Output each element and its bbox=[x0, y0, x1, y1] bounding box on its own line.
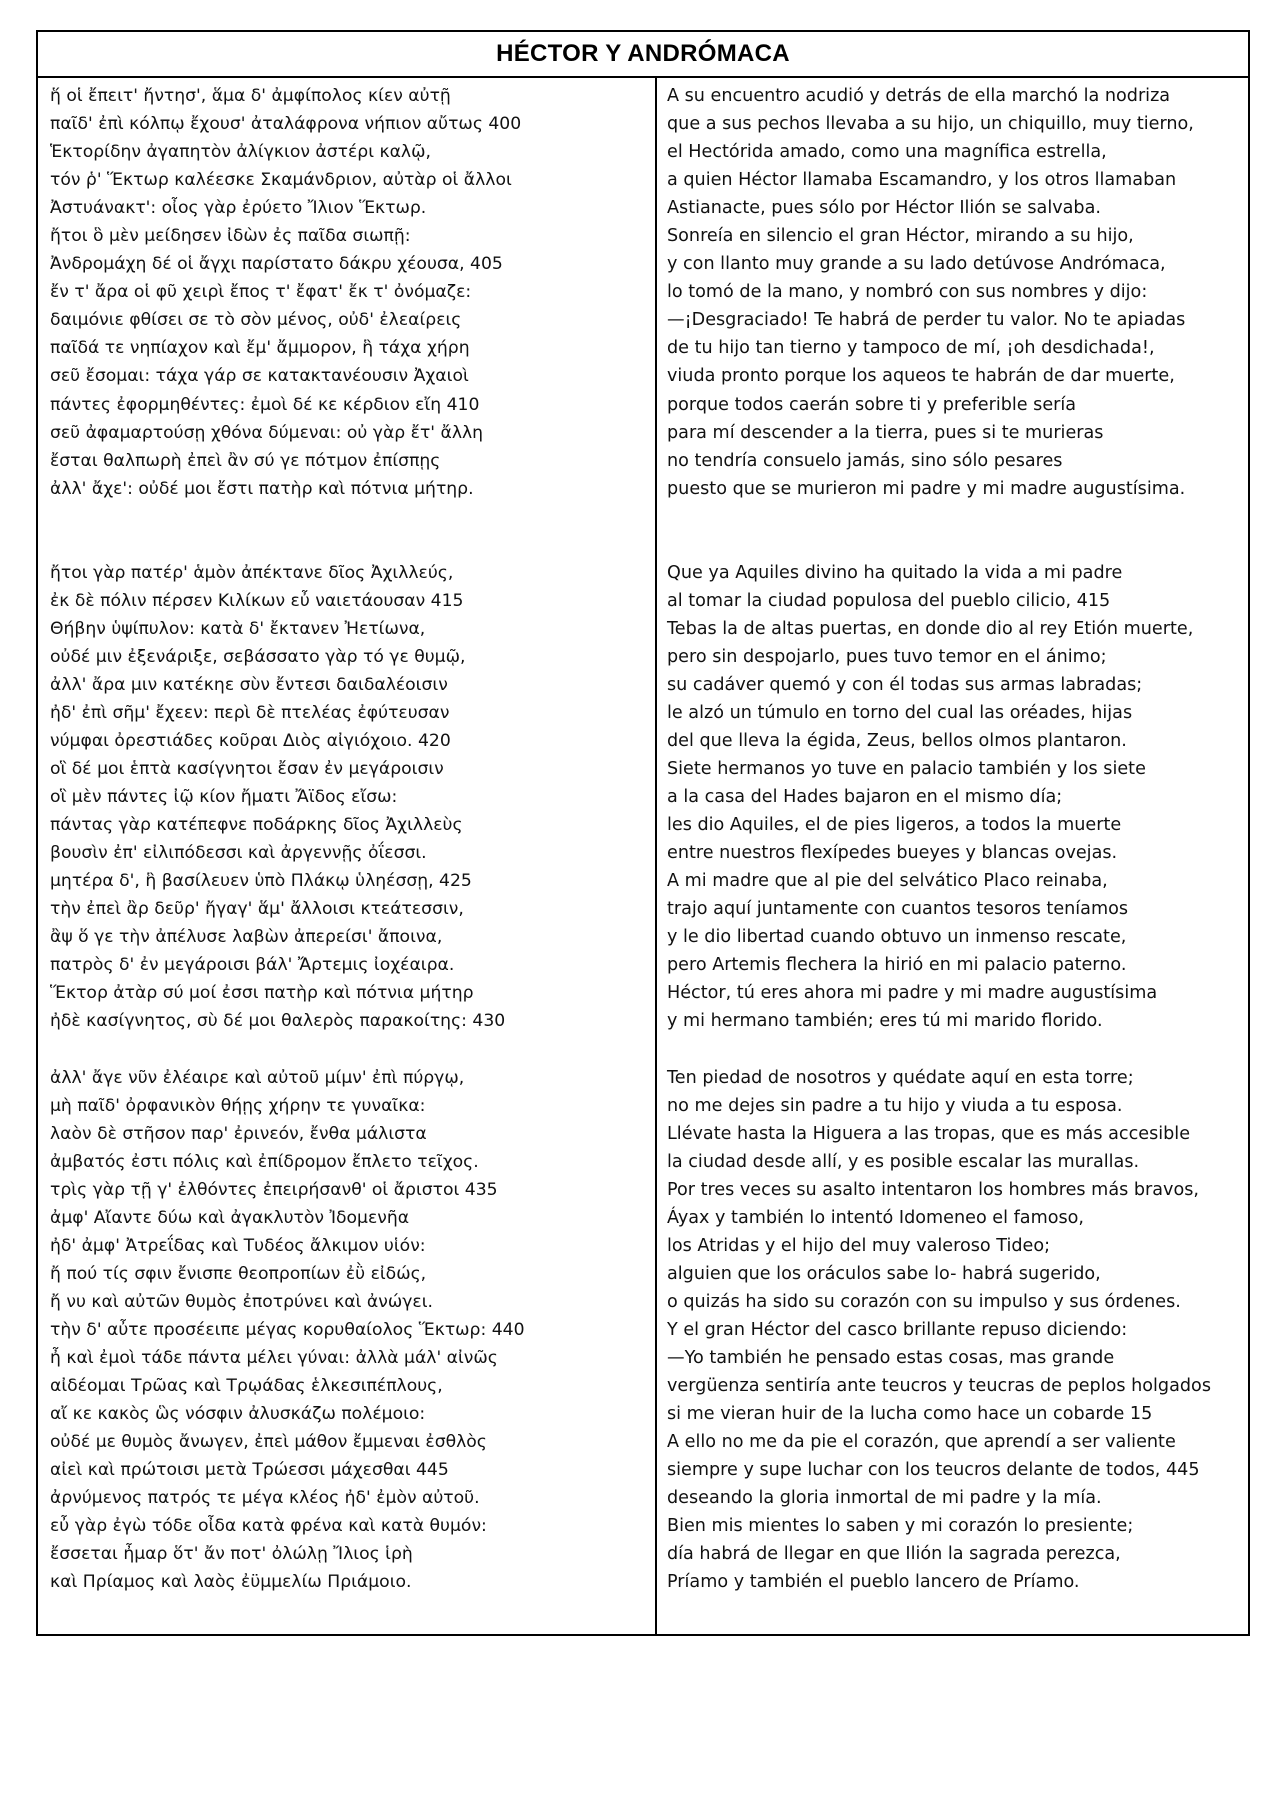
spanish-verse-line: Siete hermanos yo tuve en palacio también y los siete bbox=[667, 759, 1146, 780]
spanish-verse-line: pero sin despojarlo, pues tuvo temor en el ánimo; bbox=[667, 646, 1107, 667]
spanish-verse-line: el Hectórida amado, como una magnífica estrella, bbox=[667, 142, 1107, 163]
greek-verse-line: καὶ Πρίαμος καὶ λαὸς ἐϋμμελίω Πριάμοιο. bbox=[50, 1572, 412, 1593]
greek-verse-line: ἔσται θαλπωρὴ ἐπεὶ ἂν σύ γε πότμον ἐπίσπῃς bbox=[50, 450, 441, 471]
greek-verse-line: ἀρνύμενος πατρός τε μέγα κλέος ἠδ' ἐμὸν αὐτοῦ. bbox=[50, 1488, 480, 1509]
text-table bbox=[36, 30, 1250, 1636]
greek-verse-line: πάντας γὰρ κατέπεφνε ποδάρκης δῖος Ἀχιλλεὺς bbox=[50, 815, 463, 836]
greek-verse-line: ἠδὲ κασίγνητος, σὺ δέ μοι θαλερὸς παρακοίτης: 430 bbox=[50, 1011, 506, 1032]
greek-verse-line: αἴ κε κακὸς ὣς νόσφιν ἀλυσκάζω πολέμοιο: bbox=[50, 1404, 426, 1425]
greek-verse-line: εὖ γὰρ ἐγὼ τόδε οἶδα κατὰ φρένα καὶ κατὰ θυμόν: bbox=[50, 1516, 487, 1537]
greek-verse-line: τὴν δ' αὖτε προσέειπε μέγας κορυθαίολος Ἕκτωρ: 440 bbox=[50, 1319, 525, 1340]
greek-verse-line: λαὸν δὲ στῆσον παρ' ἐρινεόν, ἔνθα μάλιστα bbox=[50, 1123, 427, 1144]
columns bbox=[38, 78, 1248, 1634]
page-title: HÉCTOR Y ANDRÓMACA bbox=[496, 40, 790, 67]
stanza-gap bbox=[50, 503, 650, 559]
stanza-gap bbox=[667, 503, 1247, 559]
spanish-verse-line: entre nuestros flexípedes bueyes y blancas ovejas. bbox=[667, 843, 1118, 864]
spanish-verse-line: A ello no me da pie el corazón, que aprendí a ser valiente bbox=[667, 1432, 1176, 1453]
greek-verse-line: ἀλλ' ἄγε νῦν ἐλέαιρε καὶ αὐτοῦ μίμν' ἐπὶ πύργῳ, bbox=[50, 1067, 465, 1088]
spanish-verse-line: Bien mis mientes lo saben y mi corazón lo presiente; bbox=[667, 1516, 1134, 1537]
spanish-verse-line: no tendría consuelo jamás, sino sólo pesares bbox=[667, 450, 1063, 471]
greek-verse-line: ἐκ δὲ πόλιν πέρσεν Κιλίκων εὖ ναιετάουσαν 415 bbox=[50, 590, 464, 611]
spanish-verse-line: —Yo también he pensado estas cosas, mas grande bbox=[667, 1347, 1115, 1368]
spanish-verse-line: deseando la gloria inmortal de mi padre y la mía. bbox=[667, 1488, 1102, 1509]
greek-verse-line: μὴ παῖδ' ὀρφανικὸν θήῃς χήρην τε γυναῖκα: bbox=[50, 1095, 426, 1116]
spanish-verse-line: para mí descender a la tierra, pues si te murieras bbox=[667, 422, 1104, 443]
greek-verse-line: τρὶς γὰρ τῇ γ' ἐλθόντες ἐπειρήσανθ' οἱ ἄριστοι 435 bbox=[50, 1179, 498, 1200]
greek-verse-line: πάντες ἐφορμηθέντες: ἐμοὶ δέ κε κέρδιον εἴη 410 bbox=[50, 394, 480, 415]
greek-verse-line: ἦ καὶ ἐμοὶ τάδε πάντα μέλει γύναι: ἀλλὰ μάλ' αἰνῶς bbox=[50, 1347, 498, 1368]
spanish-verse-line: puesto que se murieron mi padre y mi madre augustísima. bbox=[667, 478, 1186, 499]
spanish-verse-line: si me vieran huir de la lucha como hace un cobarde 15 bbox=[667, 1404, 1153, 1425]
spanish-stanza bbox=[667, 559, 1247, 1036]
spanish-verse-line: y le dio libertad cuando obtuvo un inmenso rescate, bbox=[667, 927, 1127, 948]
spanish-verse-line: a la casa del Hades bajaron en el mismo día; bbox=[667, 787, 1063, 808]
spanish-verse-line: pero Artemis flechera la hirió en mi palacio paterno. bbox=[667, 955, 1127, 976]
greek-verse-line: Ἀστυάνακτ': οἶος γὰρ ἐρύετο Ἴλιον Ἕκτωρ. bbox=[50, 198, 427, 219]
greek-stanza bbox=[50, 82, 650, 503]
title-row bbox=[38, 32, 1248, 78]
greek-verse-line: παῖδ' ἐπὶ κόλπῳ ἔχουσ' ἀταλάφρονα νήπιον αὔτως 400 bbox=[50, 114, 522, 135]
greek-verse-line: Ἀνδρομάχη δέ οἱ ἄγχι παρίστατο δάκρυ χέουσα, 405 bbox=[50, 254, 503, 275]
spanish-verse-line: alguien que los oráculos sabe lo- habrá sugerido, bbox=[667, 1263, 1101, 1284]
greek-column bbox=[50, 82, 650, 1596]
greek-verse-line: Ἑκτορίδην ἀγαπητὸν ἀλίγκιον ἀστέρι καλῷ, bbox=[50, 142, 431, 163]
greek-verse-line: ἀλλ' ἄχε': οὐδέ μοι ἔστι πατὴρ καὶ πότνια μήτηρ. bbox=[50, 478, 474, 499]
spanish-verse-line: y mi hermano también; eres tú mi marido florido. bbox=[667, 1011, 1103, 1032]
spanish-verse-line: los Atridas y el hijo del muy valeroso Tideo; bbox=[667, 1235, 1051, 1256]
spanish-verse-line: A su encuentro acudió y detrás de ella marchó la nodriza bbox=[667, 86, 1171, 106]
greek-verse-line: τόν ῥ' Ἕκτωρ καλέεσκε Σκαμάνδριον, αὐτὰρ οἱ ἄλλοι bbox=[50, 170, 512, 191]
spanish-verse-line: Sonreía en silencio el gran Héctor, mirando a su hijo, bbox=[667, 226, 1134, 247]
spanish-stanza bbox=[667, 1064, 1247, 1597]
greek-verse-line: ἠδ' ἐπὶ σῆμ' ἔχεεν: περὶ δὲ πτελέας ἐφύτευσαν bbox=[50, 702, 450, 723]
spanish-verse-line: viuda pronto porque los aqueos te habrán de dar muerte, bbox=[667, 366, 1175, 387]
stanza-gap bbox=[667, 1036, 1247, 1064]
greek-verse-line: αἰδέομαι Τρῶας καὶ Τρῳάδας ἑλκεσιπέπλους, bbox=[50, 1376, 443, 1397]
greek-verse-line: δαιμόνιε φθίσει σε τὸ σὸν μένος, οὐδ' ἐλεαίρεις bbox=[50, 310, 462, 331]
spanish-verse-line: Astianacte, pues sólo por Héctor Ilión se salvaba. bbox=[667, 198, 1101, 219]
spanish-verse-line: porque todos caerán sobre ti y preferible sería bbox=[667, 394, 1077, 415]
greek-verse-line: ἀλλ' ἄρα μιν κατέκηε σὺν ἔντεσι δαιδαλέοισιν bbox=[50, 674, 448, 695]
greek-verse-line: Θήβην ὑψίπυλον: κατὰ δ' ἔκτανεν Ἠετίωνα, bbox=[50, 618, 426, 639]
greek-verse-line: ἥ οἱ ἔπειτ' ἤντησ', ἅμα δ' ἀμφίπολος κίεν αὐτῇ bbox=[50, 86, 451, 106]
spanish-verse-line: Y el gran Héctor del casco brillante repuso diciendo: bbox=[667, 1319, 1128, 1340]
spanish-verse-line: su cadáver quemó y con él todas sus armas labradas; bbox=[667, 674, 1143, 695]
spanish-verse-line: trajo aquí juntamente con cuantos tesoros teníamos bbox=[667, 899, 1129, 920]
spanish-verse-line: y con llanto muy grande a su lado detúvose Andrómaca, bbox=[667, 254, 1166, 275]
spanish-verse-line: no me dejes sin padre a tu hijo y viuda a tu esposa. bbox=[667, 1095, 1123, 1116]
greek-verse-line: παῖδά τε νηπίαχον καὶ ἔμ' ἄμμορον, ἣ τάχα χήρη bbox=[50, 338, 470, 359]
spanish-verse-line: Héctor, tú eres ahora mi padre y mi madre augustísima bbox=[667, 983, 1158, 1004]
spanish-verse-line: a quien Héctor llamaba Escamandro, y los otros llamaban bbox=[667, 170, 1177, 191]
greek-verse-line: σεῦ ἀφαμαρτούσῃ χθόνα δύμεναι: οὐ γὰρ ἔτ' ἄλλη bbox=[50, 422, 484, 443]
greek-verse-line: ἤ πού τίς σφιν ἔνισπε θεοπροπίων ἐῢ εἰδώς, bbox=[50, 1263, 427, 1284]
spanish-verse-line: día habrá de llegar en que Ilión la sagrada perezca, bbox=[667, 1544, 1121, 1565]
greek-verse-line: οὐδέ μιν ἐξενάριξε, σεβάσσατο γὰρ τό γε θυμῷ, bbox=[50, 646, 466, 667]
greek-stanza bbox=[50, 559, 650, 1036]
spanish-verse-line: Llévate hasta la Higuera a las tropas, que es más accesible bbox=[667, 1123, 1191, 1144]
spanish-stanza bbox=[667, 82, 1247, 503]
greek-verse-line: Ἕκτορ ἀτὰρ σύ μοί ἐσσι πατὴρ καὶ πότνια μήτηρ bbox=[50, 983, 474, 1004]
spanish-verse-line: les dio Aquiles, el de pies ligeros, a todos la muerte bbox=[667, 815, 1122, 836]
greek-verse-line: νύμφαι ὀρεστιάδες κοῦραι Διὸς αἰγιόχοιο. 420 bbox=[50, 730, 451, 751]
spanish-verse-line: de tu hijo tan tierno y tampoco de mí, ¡oh desdichada!, bbox=[667, 338, 1155, 359]
spanish-verse-line: del que lleva la égida, Zeus, bellos olmos plantaron. bbox=[667, 730, 1127, 751]
stanza-gap bbox=[50, 1036, 650, 1064]
greek-stanza bbox=[50, 1064, 650, 1597]
spanish-verse-line: siempre y supe luchar con los teucros delante de todos, 445 bbox=[667, 1460, 1200, 1481]
greek-verse-line: ἔσσεται ἦμαρ ὅτ' ἄν ποτ' ὀλώλῃ Ἴλιος ἱρὴ bbox=[50, 1544, 413, 1565]
spanish-verse-line: que a sus pechos llevaba a su hijo, un chiquillo, muy tierno, bbox=[667, 114, 1194, 135]
greek-verse-line: ἀμβατός ἐστι πόλις καὶ ἐπίδρομον ἔπλετο τεῖχος. bbox=[50, 1151, 479, 1172]
spanish-verse-line: lo tomó de la mano, y nombró con sus nombres y dijo: bbox=[667, 282, 1148, 303]
spanish-verse-line: A mi madre que al pie del selvático Placo reinaba, bbox=[667, 871, 1108, 892]
greek-verse-line: οἳ μὲν πάντες ἰῷ κίον ἤματι Ἄϊδος εἴσω: bbox=[50, 787, 398, 808]
spanish-verse-line: —¡Desgraciado! Te habrá de perder tu valor. No te apiadas bbox=[667, 310, 1186, 331]
greek-verse-line: ἔν τ' ἄρα οἱ φῦ χειρὶ ἔπος τ' ἔφατ' ἔκ τ' ὀνόμαζε: bbox=[50, 282, 472, 303]
greek-verse-line: οὐδέ με θυμὸς ἄνωγεν, ἐπεὶ μάθον ἔμμεναι ἐσθλὸς bbox=[50, 1432, 487, 1453]
greek-verse-line: ἀμφ' Αἴαντε δύω καὶ ἀγακλυτὸν Ἰδομενῆα bbox=[50, 1207, 410, 1228]
greek-verse-line: οἳ δέ μοι ἑπτὰ κασίγνητοι ἔσαν ἐν μεγάροισιν bbox=[50, 759, 444, 780]
spanish-verse-line: Áyax y también lo intentó Idomeneo el famoso, bbox=[667, 1207, 1085, 1228]
greek-verse-line: ἂψ ὅ γε τὴν ἀπέλυσε λαβὼν ἀπερείσι' ἄποινα, bbox=[50, 927, 443, 948]
spanish-verse-line: vergüenza sentiría ante teucros y teucras de peplos holgados bbox=[667, 1376, 1211, 1397]
greek-verse-line: ἤ νυ καὶ αὐτῶν θυμὸς ἐποτρύνει καὶ ἀνώγει. bbox=[50, 1291, 433, 1312]
spanish-verse-line: al tomar la ciudad populosa del pueblo cilicio, 415 bbox=[667, 590, 1111, 611]
spanish-verse-line: la ciudad desde allí, y es posible escalar las murallas. bbox=[667, 1151, 1140, 1172]
greek-verse-line: τὴν ἐπεὶ ἂρ δεῦρ' ἤγαγ' ἅμ' ἄλλοισι κτεάτεσσιν, bbox=[50, 899, 464, 920]
column-divider bbox=[655, 78, 657, 1634]
spanish-verse-line: o quizás ha sido su corazón con su impulso y sus órdenes. bbox=[667, 1291, 1181, 1312]
greek-verse-line: ἠδ' ἀμφ' Ἀτρεΐδας καὶ Τυδέος ἄλκιμον υἱόν: bbox=[50, 1235, 426, 1256]
spanish-column bbox=[667, 82, 1247, 1596]
greek-verse-line: ἤτοι γὰρ πατέρ' ἁμὸν ἀπέκτανε δῖος Ἀχιλλεύς, bbox=[50, 562, 454, 583]
spanish-verse-line: Por tres veces su asalto intentaron los hombres más bravos, bbox=[667, 1179, 1199, 1200]
spanish-verse-line: Príamo y también el pueblo lancero de Príamo. bbox=[667, 1572, 1080, 1593]
spanish-verse-line: Ten piedad de nosotros y quédate aquí en esta torre; bbox=[667, 1067, 1134, 1088]
spanish-verse-line: le alzó un túmulo en torno del cual las oréades, hijas bbox=[667, 702, 1133, 723]
greek-verse-line: αἰεὶ καὶ πρώτοισι μετὰ Τρώεσσι μάχεσθαι 445 bbox=[50, 1460, 449, 1481]
greek-verse-line: σεῦ ἔσομαι: τάχα γάρ σε κατακτανέουσιν Ἀχαιοὶ bbox=[50, 366, 469, 387]
spanish-verse-line: Que ya Aquiles divino ha quitado la vida a mi padre bbox=[667, 562, 1123, 583]
greek-verse-line: βουσὶν ἐπ' εἰλιπόδεσσι καὶ ἀργεννῇς ὀΐεσσι. bbox=[50, 843, 427, 864]
spanish-verse-line: Tebas la de altas puertas, en donde dio al rey Etión muerte, bbox=[667, 618, 1194, 639]
greek-verse-line: πατρὸς δ' ἐν μεγάροισι βάλ' Ἄρτεμις ἰοχέαιρα. bbox=[50, 955, 455, 976]
greek-verse-line: μητέρα δ', ἣ βασίλευεν ὑπὸ Πλάκῳ ὑληέσσῃ, 425 bbox=[50, 871, 472, 892]
greek-verse-line: ἤτοι ὃ μὲν μείδησεν ἰδὼν ἐς παῖδα σιωπῇ: bbox=[50, 226, 411, 247]
